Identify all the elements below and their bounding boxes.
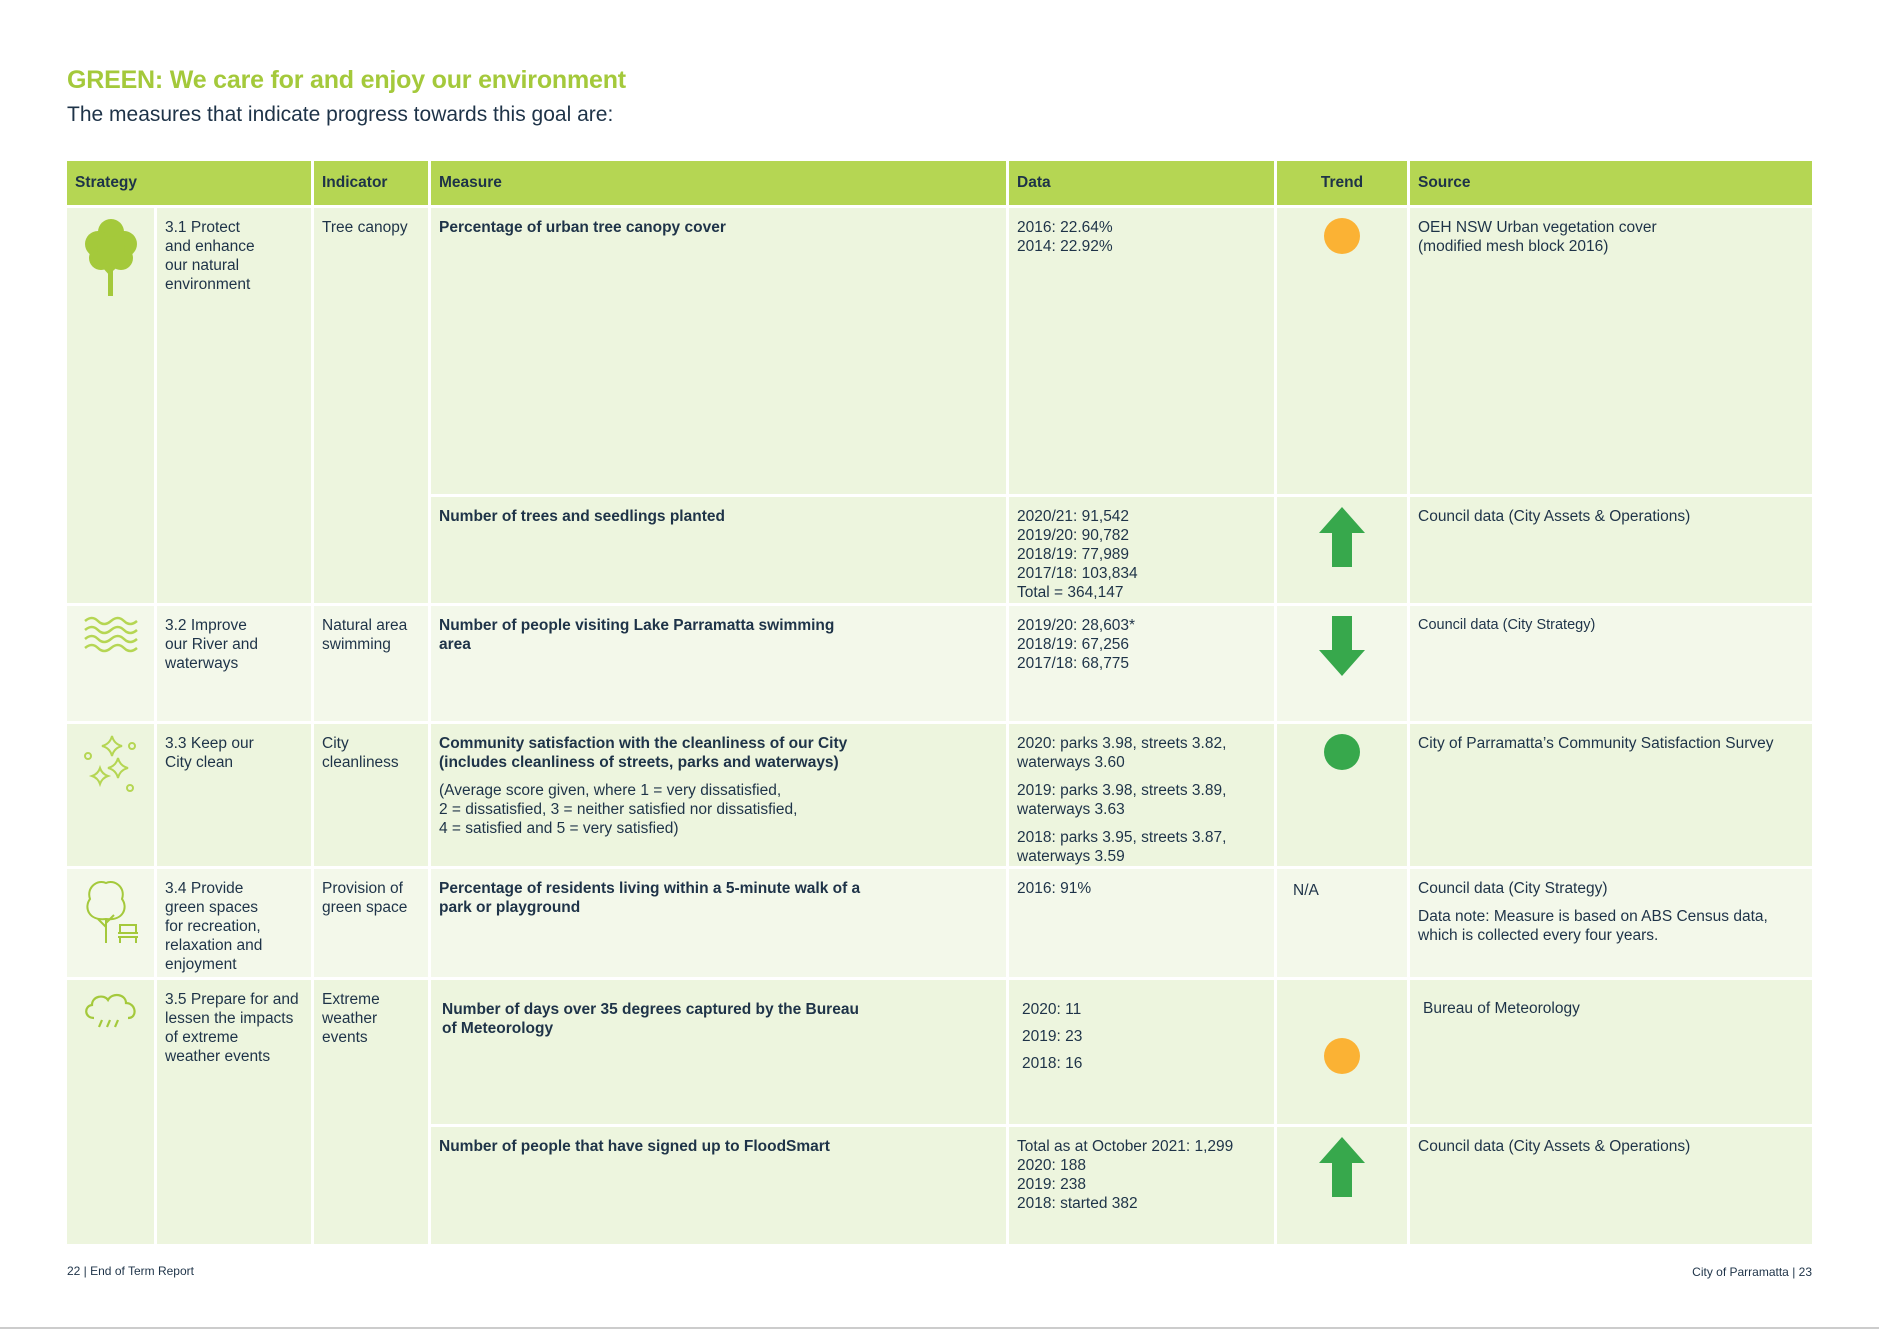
sparkle-icon: [67, 724, 154, 866]
measure-hot-days: Number of days over 35 degrees captured by the Bureau of Meteorology: [431, 980, 1006, 1124]
park-bench-icon: [67, 869, 154, 977]
waves-icon: [67, 606, 154, 721]
source-hot-days: Bureau of Meteorology: [1410, 980, 1812, 1124]
page-subtitle: The measures that indicate progress towards this goal are:: [67, 103, 614, 126]
source-cleanliness: City of Parramatta’s Community Satisfaction Survey: [1410, 724, 1812, 866]
measure-floodsmart: Number of people that have signed up to FloodSmart: [431, 1127, 1006, 1244]
measure-green-space: Percentage of residents living within a 5-minute walk of a park or playground: [431, 869, 1006, 977]
data-hot-days: 2020: 11 2019: 23 2018: 16: [1009, 980, 1274, 1124]
source-tree-canopy: OEH NSW Urban vegetation cover (modified mesh block 2016): [1410, 208, 1812, 494]
measure-tree-canopy: Percentage of urban tree canopy cover: [431, 208, 1006, 494]
measures-table: [67, 161, 1812, 1246]
trend-na: N/A: [1277, 869, 1407, 977]
data-tree-canopy: 2016: 22.64% 2014: 22.92%: [1009, 208, 1274, 494]
header-trend: Trend: [1277, 161, 1407, 205]
data-floodsmart: Total as at October 2021: 1,299 2020: 188 2019: 238 2018: started 382: [1009, 1127, 1274, 1244]
footer-left: 22 | End of Term Report: [67, 1264, 194, 1278]
footer-right: City of Parramatta | 23: [1692, 1265, 1812, 1279]
data-trees-planted: 2020/21: 91,542 2019/20: 90,782 2018/19: 77,989 2017/18: 103,834 Total = 364,147: [1009, 497, 1274, 603]
source-trees-planted: Council data (City Assets & Operations): [1410, 497, 1812, 603]
trend-amber-circle-icon: [1277, 208, 1407, 494]
indicator-3-2: Natural area swimming: [314, 606, 428, 721]
strategy-3-1: 3.1 Protect and enhance our natural environment: [157, 208, 311, 603]
header-data: Data: [1009, 161, 1274, 205]
storm-cloud-icon: [67, 980, 154, 1244]
tree-icon: [67, 208, 154, 603]
source-green-space: Council data (City Strategy) Data note: Measure is based on ABS Census data, which is collected every four years.: [1410, 869, 1812, 977]
data-swimming: 2019/20: 28,603* 2018/19: 67,256 2017/18: 68,775: [1009, 606, 1274, 721]
trend-amber-circle-icon: [1277, 980, 1407, 1124]
header-source: Source: [1410, 161, 1812, 205]
source-swimming: Council data (City Strategy): [1410, 606, 1812, 721]
trend-down-arrow-icon: [1277, 606, 1407, 721]
trend-up-arrow-icon: [1277, 497, 1407, 603]
indicator-3-1: Tree canopy: [314, 208, 428, 603]
trend-green-circle-icon: [1277, 724, 1407, 866]
measure-trees-planted: Number of trees and seedlings planted: [431, 497, 1006, 603]
strategy-3-5: 3.5 Prepare for and lessen the impacts of extreme weather events: [157, 980, 311, 1244]
trend-up-arrow-icon: [1277, 1127, 1407, 1244]
header-strategy: Strategy: [67, 161, 311, 205]
measure-cleanliness: Community satisfaction with the cleanliness of our City (includes cleanliness of streets, parks and waterways) (Average score given, where 1 = very dissatisfied, 2 = dissatisfied, 3 = neither satisfied nor dissatisfied, 4 = satisfied and 5 = very satisfied): [431, 724, 1006, 866]
strategy-3-2: 3.2 Improve our River and waterways: [157, 606, 311, 721]
indicator-3-4: Provision of green space: [314, 869, 428, 977]
indicator-3-5: Extreme weather events: [314, 980, 428, 1244]
indicator-3-3: City cleanliness: [314, 724, 428, 866]
header-indicator: Indicator: [314, 161, 428, 205]
page-title: GREEN: We care for and enjoy our environment: [67, 66, 626, 94]
source-floodsmart: Council data (City Assets & Operations): [1410, 1127, 1812, 1244]
data-cleanliness: 2020: parks 3.98, streets 3.82, waterways 3.60 2019: parks 3.98, streets 3.89, waterways 3.63 2018: parks 3.95, streets 3.87, waterways 3.59: [1009, 724, 1274, 866]
data-green-space: 2016: 91%: [1009, 869, 1274, 977]
strategy-3-4: 3.4 Provide green spaces for recreation, relaxation and enjoyment: [157, 869, 311, 977]
measure-swimming: Number of people visiting Lake Parramatta swimming area: [431, 606, 1006, 721]
header-measure: Measure: [431, 161, 1006, 205]
strategy-3-3: 3.3 Keep our City clean: [157, 724, 311, 866]
